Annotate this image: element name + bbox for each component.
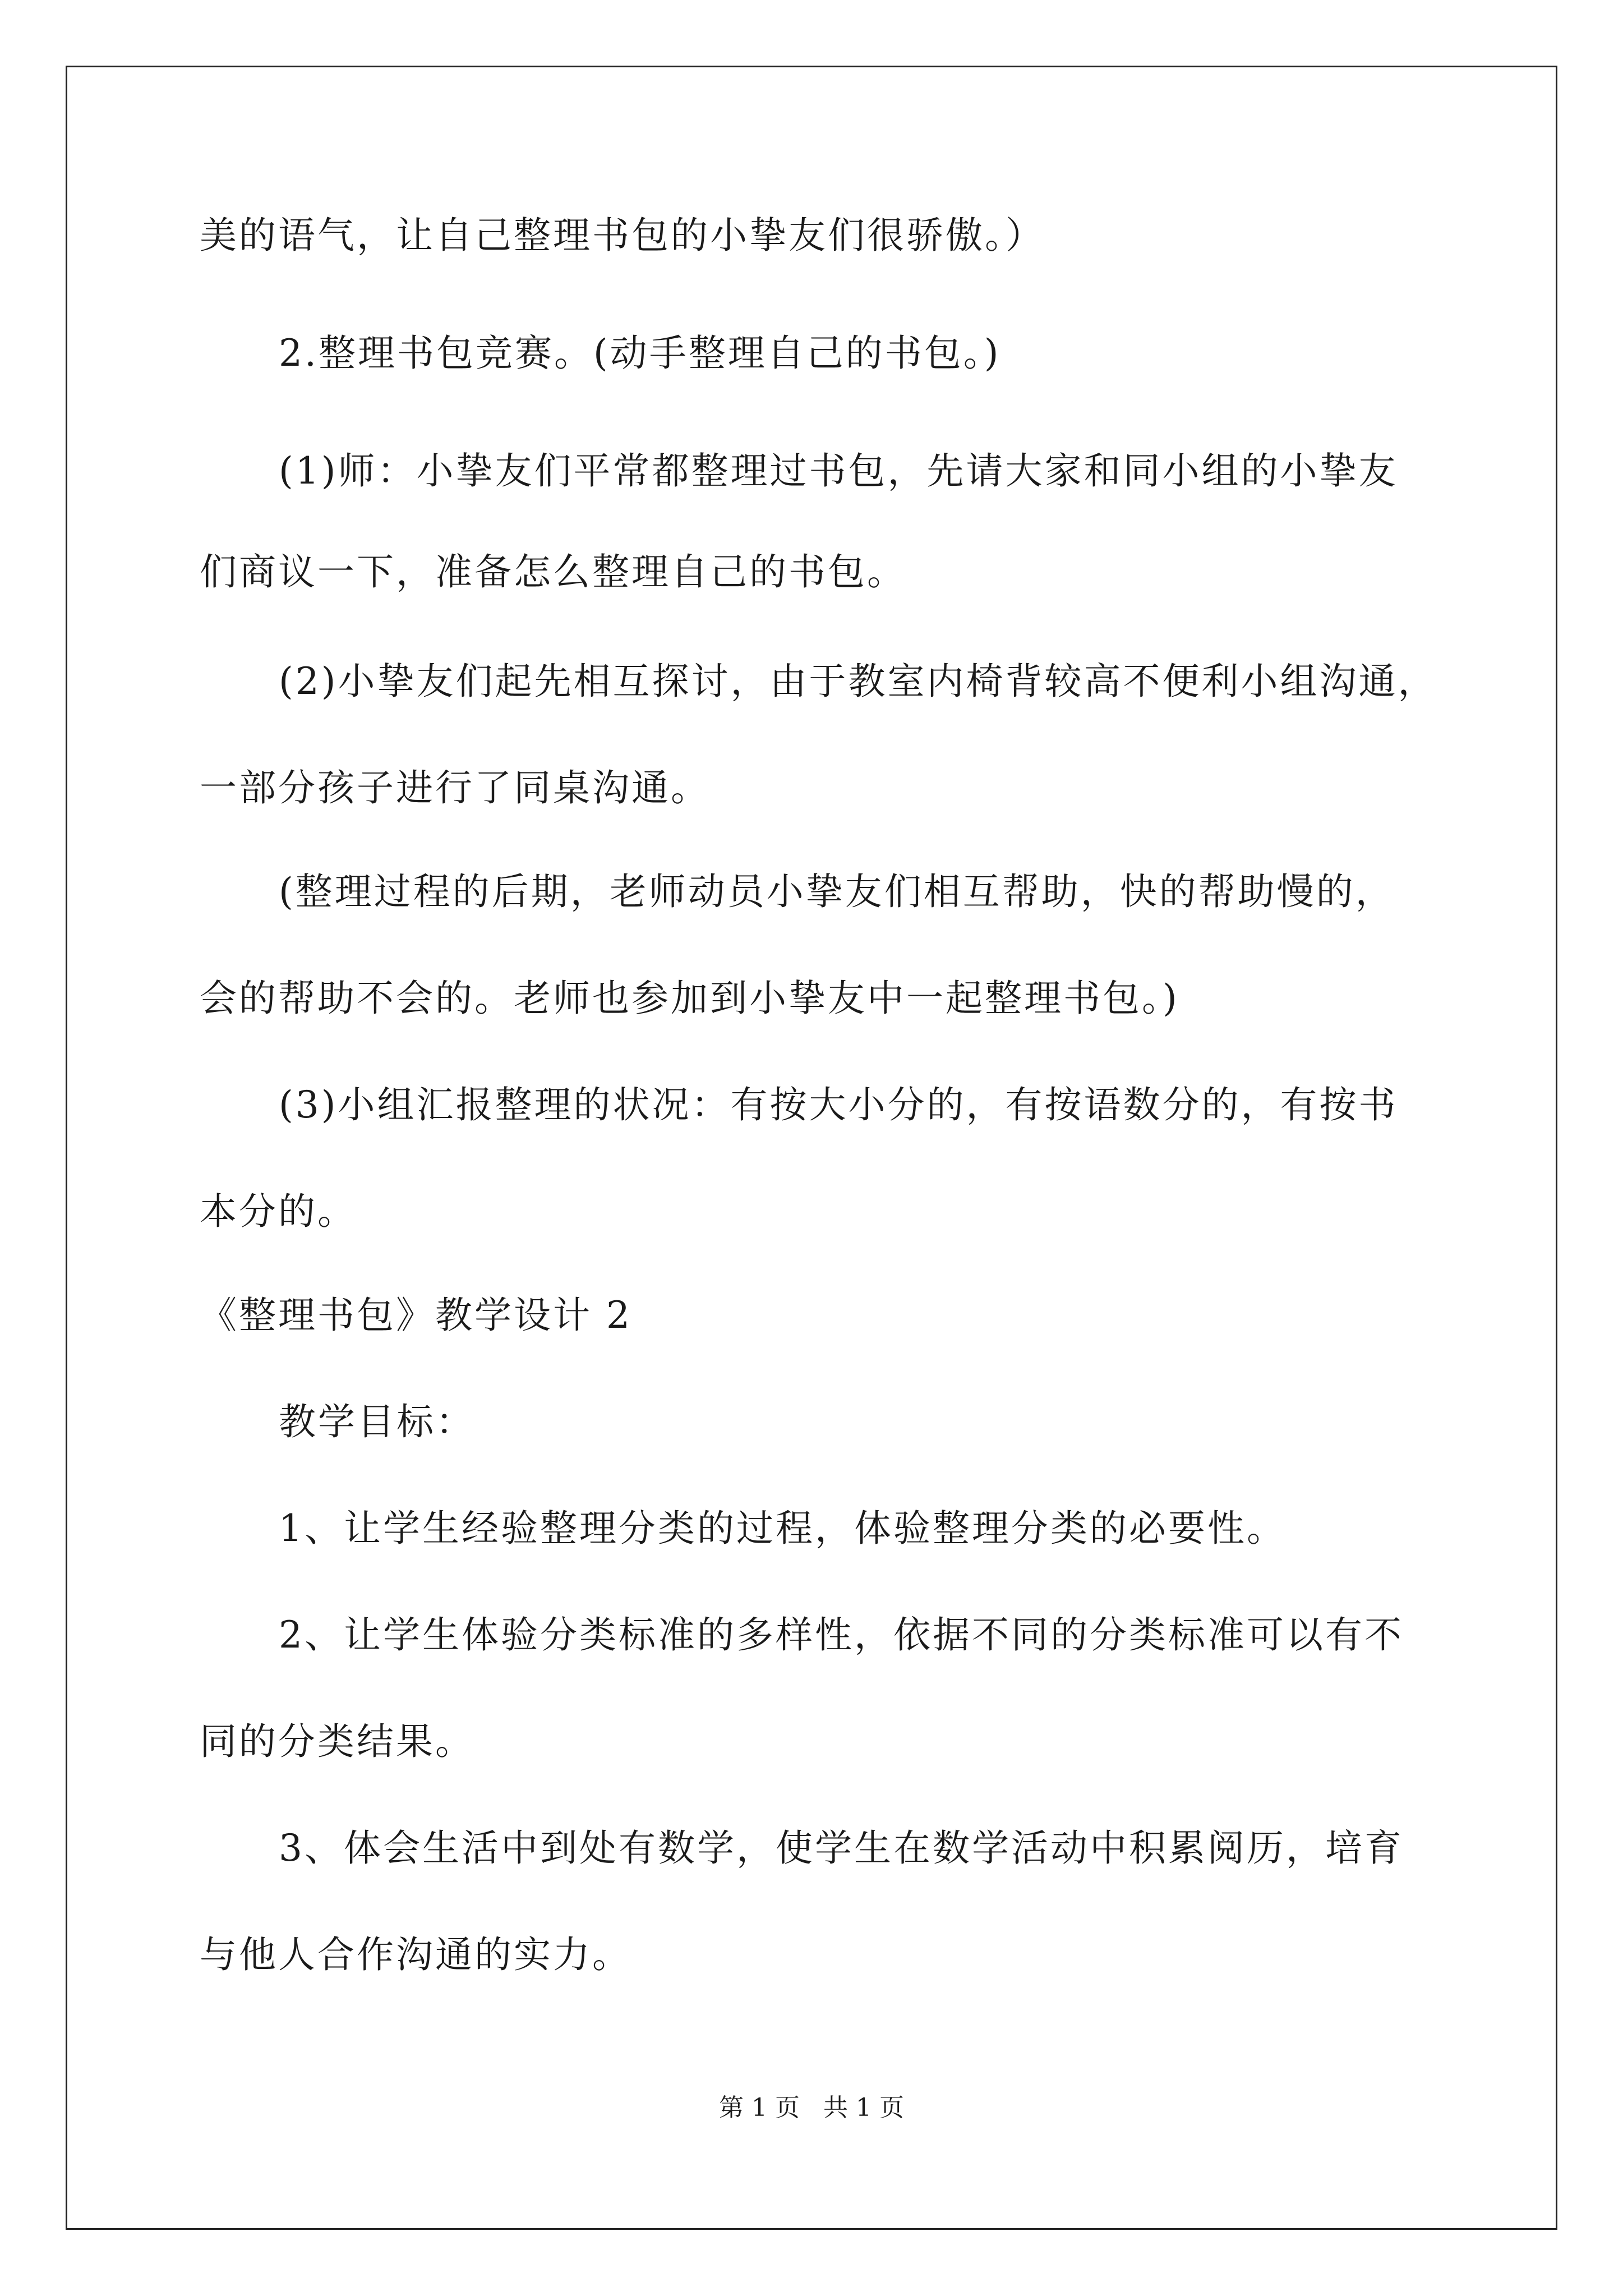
paragraph-line: 3、体会生活中到处有数学，使学生在数学活动中积累阅历，培育 [279, 1826, 1404, 1870]
paragraph-line: (1)师：小挚友们平常都整理过书包，先请大家和同小组的小挚友 [279, 449, 1398, 493]
paragraph-line: 1、让学生经验整理分类的过程，体验整理分类的必要性。 [279, 1507, 1286, 1550]
paragraph-line: (整理过程的后期，老师动员小挚友们相互帮助，快的帮助慢的， [279, 870, 1395, 913]
section-heading: 《整理书包》教学设计 2 [200, 1294, 632, 1337]
paragraph-line: (2)小挚友们起先相互探讨，由于教室内椅背较高不便利小组沟通， [279, 660, 1437, 703]
paragraph-line: 一部分孩子进行了同桌沟通。 [200, 766, 710, 809]
paragraph-line: 美的语气，让自己整理书包的小挚友们很骄傲。） [200, 214, 1045, 257]
page-footer: 第 1 页 共 1 页 [719, 2093, 904, 2122]
paragraph-line: (3)小组汇报整理的状况：有按大小分的，有按语数分的，有按书 [279, 1083, 1398, 1126]
paragraph-line: 2、让学生体验分类标准的多样性，依据不同的分类标准可以有不 [279, 1613, 1404, 1657]
paragraph-line: 同的分类结果。 [200, 1720, 474, 1763]
paragraph-line: 教学目标： [279, 1400, 475, 1443]
paragraph-line: 们商议一下，准备怎么整理自己的书包。 [200, 550, 906, 593]
paragraph-line: 会的帮助不会的。老师也参加到小挚友中一起整理书包。) [200, 977, 1179, 1020]
page-border [66, 66, 1557, 2230]
paragraph-line: 本分的。 [200, 1190, 357, 1233]
paragraph-line: 与他人合作沟通的实力。 [200, 1933, 631, 1976]
paragraph-line: 2.整理书包竞赛。(动手整理自己的书包。) [279, 332, 1001, 375]
